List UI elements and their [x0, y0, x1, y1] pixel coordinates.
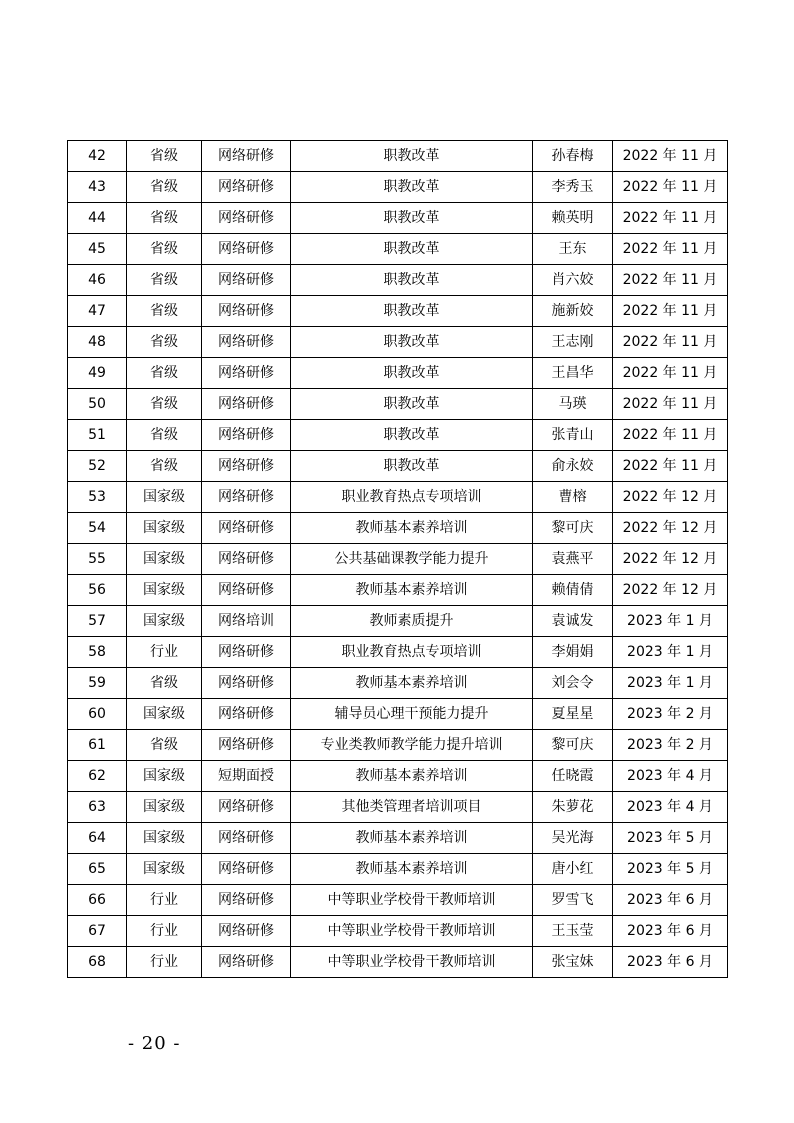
table-row — [68, 203, 728, 234]
cell-number: 47 — [68, 296, 127, 327]
cell-project: 教师基本素养培训 — [291, 854, 533, 885]
cell-name: 袁燕平 — [533, 544, 613, 575]
cell-number: 55 — [68, 544, 127, 575]
cell-project: 职教改革 — [291, 451, 533, 482]
cell-number: 52 — [68, 451, 127, 482]
cell-date: 2022 年 11 月 — [613, 420, 728, 451]
cell-level: 国家级 — [127, 854, 202, 885]
cell-number: 60 — [68, 699, 127, 730]
cell-project: 教师基本素养培训 — [291, 575, 533, 606]
table-row — [68, 482, 728, 513]
cell-level: 国家级 — [127, 699, 202, 730]
cell-level: 国家级 — [127, 513, 202, 544]
cell-name: 朱萝花 — [533, 792, 613, 823]
cell-name: 李娟娟 — [533, 637, 613, 668]
table-row — [68, 544, 728, 575]
cell-name: 王玉莹 — [533, 916, 613, 947]
cell-date: 2023 年 4 月 — [613, 792, 728, 823]
cell-name: 李秀玉 — [533, 172, 613, 203]
cell-level: 省级 — [127, 668, 202, 699]
cell-level: 省级 — [127, 420, 202, 451]
cell-level: 省级 — [127, 451, 202, 482]
cell-name: 王东 — [533, 234, 613, 265]
cell-name: 唐小红 — [533, 854, 613, 885]
cell-name: 任晓霞 — [533, 761, 613, 792]
cell-name: 曹榕 — [533, 482, 613, 513]
cell-training-type: 网络研修 — [202, 637, 291, 668]
cell-training-type: 网络研修 — [202, 358, 291, 389]
cell-training-type: 网络研修 — [202, 699, 291, 730]
cell-project: 职教改革 — [291, 389, 533, 420]
cell-number: 67 — [68, 916, 127, 947]
cell-project: 教师基本素养培训 — [291, 823, 533, 854]
table-row — [68, 575, 728, 606]
cell-number: 65 — [68, 854, 127, 885]
cell-date: 2022 年 12 月 — [613, 575, 728, 606]
cell-training-type: 网络研修 — [202, 327, 291, 358]
cell-date: 2022 年 11 月 — [613, 389, 728, 420]
table-row — [68, 172, 728, 203]
cell-name: 俞永姣 — [533, 451, 613, 482]
cell-name: 吴光海 — [533, 823, 613, 854]
cell-project: 职教改革 — [291, 296, 533, 327]
cell-name: 张青山 — [533, 420, 613, 451]
cell-training-type: 网络研修 — [202, 730, 291, 761]
table-row — [68, 606, 728, 637]
table-row — [68, 296, 728, 327]
cell-training-type: 网络研修 — [202, 544, 291, 575]
cell-project: 中等职业学校骨干教师培训 — [291, 947, 533, 978]
cell-training-type: 网络研修 — [202, 296, 291, 327]
cell-number: 42 — [68, 141, 127, 172]
cell-training-type: 网络研修 — [202, 854, 291, 885]
cell-project: 职业教育热点专项培训 — [291, 482, 533, 513]
cell-training-type: 网络研修 — [202, 234, 291, 265]
cell-date: 2023 年 6 月 — [613, 947, 728, 978]
cell-date: 2022 年 11 月 — [613, 265, 728, 296]
cell-project: 职教改革 — [291, 234, 533, 265]
cell-level: 国家级 — [127, 792, 202, 823]
cell-project: 职教改革 — [291, 420, 533, 451]
cell-name: 黎可庆 — [533, 730, 613, 761]
cell-name: 马瑛 — [533, 389, 613, 420]
cell-date: 2023 年 1 月 — [613, 668, 728, 699]
cell-number: 53 — [68, 482, 127, 513]
table-row — [68, 637, 728, 668]
cell-name: 王昌华 — [533, 358, 613, 389]
cell-training-type: 网络研修 — [202, 823, 291, 854]
cell-number: 57 — [68, 606, 127, 637]
cell-number: 59 — [68, 668, 127, 699]
training-records-table — [67, 140, 728, 978]
cell-date: 2023 年 2 月 — [613, 699, 728, 730]
cell-number: 58 — [68, 637, 127, 668]
cell-training-type: 网络研修 — [202, 668, 291, 699]
cell-level: 国家级 — [127, 575, 202, 606]
cell-level: 省级 — [127, 141, 202, 172]
cell-date: 2022 年 11 月 — [613, 234, 728, 265]
cell-training-type: 网络培训 — [202, 606, 291, 637]
cell-date: 2022 年 11 月 — [613, 141, 728, 172]
cell-project: 职业教育热点专项培训 — [291, 637, 533, 668]
cell-training-type: 网络研修 — [202, 513, 291, 544]
cell-date: 2022 年 11 月 — [613, 203, 728, 234]
cell-number: 66 — [68, 885, 127, 916]
cell-date: 2022 年 11 月 — [613, 296, 728, 327]
cell-number: 45 — [68, 234, 127, 265]
cell-date: 2023 年 4 月 — [613, 761, 728, 792]
cell-number: 48 — [68, 327, 127, 358]
cell-training-type: 短期面授 — [202, 761, 291, 792]
cell-date: 2023 年 5 月 — [613, 854, 728, 885]
cell-level: 省级 — [127, 265, 202, 296]
table-row — [68, 451, 728, 482]
cell-training-type: 网络研修 — [202, 575, 291, 606]
cell-training-type: 网络研修 — [202, 172, 291, 203]
cell-level: 行业 — [127, 637, 202, 668]
cell-level: 省级 — [127, 234, 202, 265]
cell-number: 46 — [68, 265, 127, 296]
cell-number: 50 — [68, 389, 127, 420]
cell-training-type: 网络研修 — [202, 885, 291, 916]
cell-name: 王志刚 — [533, 327, 613, 358]
cell-project: 其他类管理者培训项目 — [291, 792, 533, 823]
cell-date: 2023 年 6 月 — [613, 885, 728, 916]
cell-level: 省级 — [127, 296, 202, 327]
cell-project: 教师素质提升 — [291, 606, 533, 637]
cell-date: 2023 年 5 月 — [613, 823, 728, 854]
cell-name: 罗雪飞 — [533, 885, 613, 916]
cell-name: 夏星星 — [533, 699, 613, 730]
cell-training-type: 网络研修 — [202, 420, 291, 451]
cell-name: 赖英明 — [533, 203, 613, 234]
cell-project: 辅导员心理干预能力提升 — [291, 699, 533, 730]
cell-training-type: 网络研修 — [202, 265, 291, 296]
cell-project: 职教改革 — [291, 265, 533, 296]
table-row — [68, 327, 728, 358]
cell-level: 国家级 — [127, 761, 202, 792]
cell-name: 肖六姣 — [533, 265, 613, 296]
cell-date: 2023 年 6 月 — [613, 916, 728, 947]
table-body — [68, 141, 728, 978]
table-row — [68, 823, 728, 854]
table-row — [68, 265, 728, 296]
cell-number: 62 — [68, 761, 127, 792]
cell-date: 2022 年 12 月 — [613, 482, 728, 513]
table-row — [68, 358, 728, 389]
cell-project: 公共基础课教学能力提升 — [291, 544, 533, 575]
cell-project: 中等职业学校骨干教师培训 — [291, 885, 533, 916]
cell-level: 行业 — [127, 947, 202, 978]
cell-level: 省级 — [127, 730, 202, 761]
cell-date: 2022 年 12 月 — [613, 544, 728, 575]
cell-number: 44 — [68, 203, 127, 234]
cell-number: 49 — [68, 358, 127, 389]
cell-number: 51 — [68, 420, 127, 451]
page-number: - 20 - — [128, 1033, 181, 1054]
cell-training-type: 网络研修 — [202, 389, 291, 420]
cell-number: 63 — [68, 792, 127, 823]
cell-name: 施新姣 — [533, 296, 613, 327]
table-row — [68, 141, 728, 172]
cell-training-type: 网络研修 — [202, 141, 291, 172]
cell-project: 职教改革 — [291, 203, 533, 234]
table-row — [68, 420, 728, 451]
cell-level: 国家级 — [127, 544, 202, 575]
table-row — [68, 513, 728, 544]
table-row — [68, 730, 728, 761]
cell-number: 56 — [68, 575, 127, 606]
cell-name: 张宝妹 — [533, 947, 613, 978]
table-row — [68, 699, 728, 730]
cell-date: 2022 年 11 月 — [613, 327, 728, 358]
cell-level: 国家级 — [127, 482, 202, 513]
cell-number: 64 — [68, 823, 127, 854]
cell-number: 43 — [68, 172, 127, 203]
table-row — [68, 668, 728, 699]
table-row — [68, 885, 728, 916]
cell-level: 省级 — [127, 358, 202, 389]
cell-date: 2023 年 1 月 — [613, 637, 728, 668]
cell-level: 省级 — [127, 172, 202, 203]
cell-project: 职教改革 — [291, 327, 533, 358]
cell-date: 2022 年 12 月 — [613, 513, 728, 544]
cell-project: 职教改革 — [291, 358, 533, 389]
cell-number: 54 — [68, 513, 127, 544]
table-row — [68, 234, 728, 265]
table-row — [68, 854, 728, 885]
table-row — [68, 792, 728, 823]
cell-project: 教师基本素养培训 — [291, 668, 533, 699]
table-row — [68, 389, 728, 420]
cell-project: 教师基本素养培训 — [291, 513, 533, 544]
cell-level: 行业 — [127, 916, 202, 947]
cell-project: 教师基本素养培训 — [291, 761, 533, 792]
cell-level: 国家级 — [127, 823, 202, 854]
cell-training-type: 网络研修 — [202, 792, 291, 823]
cell-level: 省级 — [127, 389, 202, 420]
table-row — [68, 761, 728, 792]
cell-date: 2022 年 11 月 — [613, 451, 728, 482]
cell-project: 职教改革 — [291, 172, 533, 203]
table-row — [68, 947, 728, 978]
cell-project: 中等职业学校骨干教师培训 — [291, 916, 533, 947]
cell-number: 68 — [68, 947, 127, 978]
table-row — [68, 916, 728, 947]
cell-training-type: 网络研修 — [202, 451, 291, 482]
cell-date: 2023 年 1 月 — [613, 606, 728, 637]
cell-name: 黎可庆 — [533, 513, 613, 544]
cell-level: 省级 — [127, 203, 202, 234]
cell-number: 61 — [68, 730, 127, 761]
cell-project: 职教改革 — [291, 141, 533, 172]
cell-name: 袁诚发 — [533, 606, 613, 637]
cell-name: 刘会令 — [533, 668, 613, 699]
cell-level: 国家级 — [127, 606, 202, 637]
cell-training-type: 网络研修 — [202, 916, 291, 947]
cell-name: 赖倩倩 — [533, 575, 613, 606]
cell-date: 2023 年 2 月 — [613, 730, 728, 761]
cell-level: 行业 — [127, 885, 202, 916]
cell-training-type: 网络研修 — [202, 482, 291, 513]
cell-date: 2022 年 11 月 — [613, 358, 728, 389]
cell-project: 专业类教师教学能力提升培训 — [291, 730, 533, 761]
cell-level: 省级 — [127, 327, 202, 358]
cell-training-type: 网络研修 — [202, 203, 291, 234]
cell-name: 孙春梅 — [533, 141, 613, 172]
cell-date: 2022 年 11 月 — [613, 172, 728, 203]
cell-training-type: 网络研修 — [202, 947, 291, 978]
